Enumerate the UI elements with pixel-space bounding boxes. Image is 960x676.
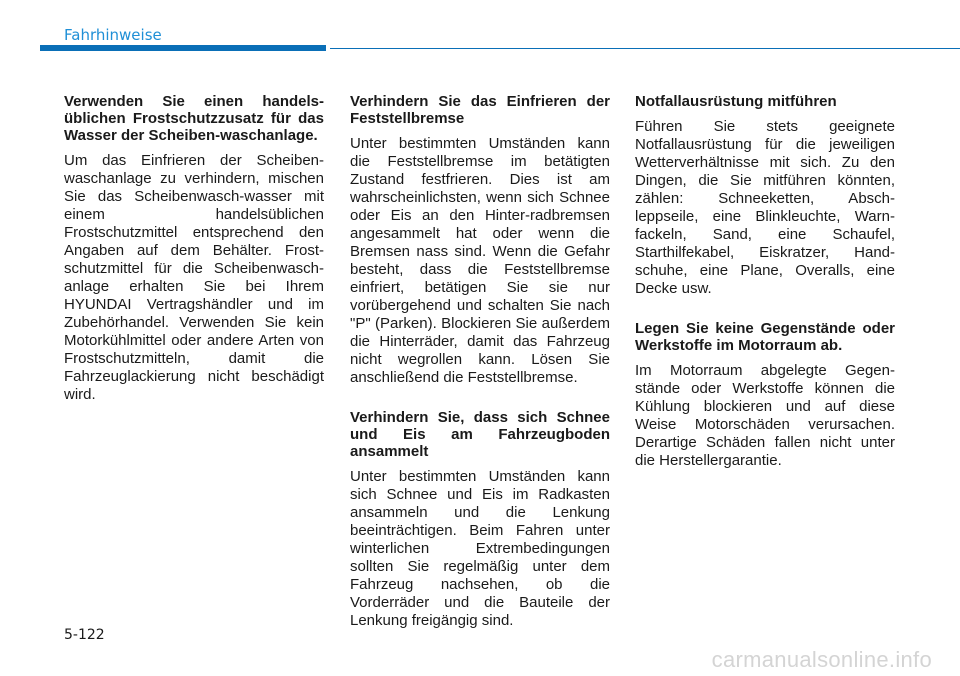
section-washer-antifreeze [64,93,324,404]
text-column-3 [635,93,895,492]
section-body: Um das Einfrieren der Scheiben-waschanlage zu verhindern, mischen Sie das Scheibenwasch-wasser mit einem handelsüblichen Frostschutzmittel entsprechend den Angaben auf dem Behälter. Frost-schutzmittel für die Scheibenwasch-anlage erhalten Sie bei Ihrem HYUNDAI Vertragshändler und im Zubehörhandel. Verwenden Sie kein Motorkühlmittel oder andere Arten von Frostschutzmitteln, damit die Fahrzeuglackierung nicht beschädigt wird. [64,152,324,403]
section-heading: Verhindern Sie, dass sich Schnee und Eis am Fahrzeugboden ansammelt [350,409,610,460]
section-heading: Notfallausrüstung mitführen [635,93,837,110]
text-column-1 [64,93,324,426]
section-body: Im Motorraum abgelegte Gegen-stände oder Werkstoffe können die Kühlung blockieren und auf diese Weise Motorschäden verursachen. Derartige Schäden fallen nicht unter die Herstellergarantie. [635,362,895,469]
page-number: 5-122 [64,627,105,643]
section-emergency-equipment [635,93,895,298]
section-title: Fahrhinweise [64,26,162,44]
section-heading: Legen Sie keine Gegenstände oder Werkstoffe im Motorraum ab. [635,320,895,354]
section-heading: Verhindern Sie das Einfrieren der Feststellbremse [350,93,610,127]
section-body: Unter bestimmten Umständen kann die Feststellbremse im betätigten Zustand festfrieren. Dies ist am wahrscheinlichsten, wenn sich Schnee oder Eis an den Hinter-radbremsen angesammelt hat oder wenn die Bremsen nass sind. Wenn die Gefahr besteht, dass die Feststellbremse einfriert, betätigen Sie sie nur vorübergehend und schalten Sie nach "P" (Parken). Blockieren Sie außerdem die Hinterräder, damit das Fahrzeug nicht wegrollen kann. Lösen Sie anschließend die Feststellbremse. [350,135,610,386]
section-parking-brake [350,93,610,387]
section-heading: Verwenden Sie einen handels-üblichen Frostschutzzusatz für das Wasser der Scheiben-waschanlage. [64,93,324,144]
section-body: Unter bestimmten Umständen kann sich Schnee und Eis im Radkasten ansammeln und die Lenkung beeinträchtigen. Beim Fahren unter winterlichen Extrembedingungen sollten Sie regelmäßig unter dem Fahrzeug nachsehen, ob die Vorderräder und die Bauteile der Lenkung freigängig sind. [350,468,610,629]
section-snow-underbody [350,409,610,630]
header-rule-thick [40,45,326,51]
header-rule-thin [330,48,960,49]
section-body: Führen Sie stets geeignete Notfallausrüstung für die jeweiligen Wetterverhältnisse mit sich. Zu den Dingen, die Sie mitführen könnten, zählen: Schneeketten, Absch-leppseile, eine Blinkleuchte, Warn-fackeln, Sand, eine Schaufel, Starthilfekabel, Eiskratzer, Hand-schuhe, eine Plane, Overalls, eine Decke usw. [635,118,895,297]
section-engine-compartment [635,320,895,470]
text-column-2 [350,93,610,652]
watermark-text: carmanualsonline.info [711,647,932,672]
